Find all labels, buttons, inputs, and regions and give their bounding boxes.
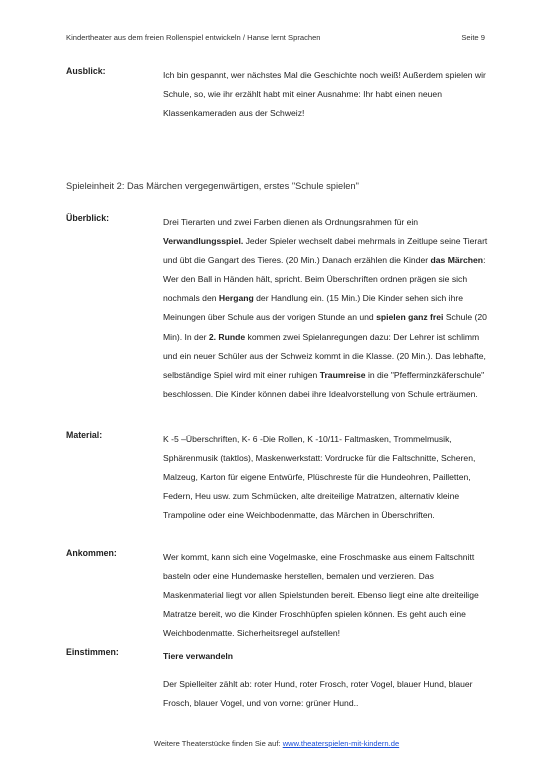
ausblick-label: Ausblick: bbox=[66, 66, 106, 76]
bold-term: das Märchen bbox=[430, 255, 484, 266]
einstimmen-text bbox=[163, 647, 491, 713]
bold-term: 2. Runde bbox=[208, 331, 246, 342]
page-footer bbox=[0, 739, 553, 748]
material-paragraph: K -5 –Überschriften, K- 6 -Die Rollen, K -10/11- Faltmasken, Trommelmusik, Sphärenmusik (taktlos), Maskenwerkstatt: Vordrucke für die Faltschnitte, Scheren, Malzeug, Karton für eigene Entwürfe, Plüschreste für die Hundeohren, Pailletten, Federn, Heu usw. zum Schmücken, alte dreiteilige Matratzen, alternativ kleine Trampoline oder eine Weichbodenmatte, das Märchen in Überschriften. bbox=[163, 434, 476, 521]
einstimmen-label: Einstimmen: bbox=[66, 647, 119, 657]
einstimmen-paragraph: Der Spielleiter zählt ab: roter Hund, roter Frosch, roter Vogel, blauer Hund, blauer Frosch, blauer Vogel, und von vorne: grüner Hund.. bbox=[163, 679, 473, 709]
page-number: Seite 9 bbox=[461, 33, 485, 42]
text-span: Schule (20 Min). In der bbox=[163, 312, 487, 342]
ausblick-text bbox=[163, 66, 491, 123]
footer-link[interactable]: www.theaterspielen-mit-kindern.de bbox=[282, 739, 400, 748]
bold-heading: Tiere verwandeln bbox=[163, 651, 234, 661]
header-title: Kindertheater aus dem freien Rollenspiel entwickeln / Hanse lernt Sprachen bbox=[66, 33, 321, 42]
bold-term: Verwandlungsspiel. bbox=[163, 236, 244, 247]
text-span: : Wer den Ball in Händen hält, spricht. Beim Überschriften ordnen prägen sie sich nochmals den bbox=[163, 255, 486, 304]
footer-text: Weitere Theaterstücke finden Sie auf: bbox=[153, 739, 283, 748]
ankommen-text bbox=[163, 548, 491, 643]
text-span: der Handlung ein. (15 Min.) Die Kinder sehen sich ihre Meinungen über Schule aus der vorigen Stunde an und bbox=[163, 293, 463, 323]
text-span: in die "Pfefferminzkäferschule" beschlossen. Die Kinder können dabei ihre Idealvorstellung von Schule erträumen. bbox=[163, 369, 485, 399]
material-label: Material: bbox=[66, 430, 103, 440]
einstimmen-heading bbox=[163, 647, 491, 666]
ankommen-paragraph: Wer kommt, kann sich eine Vogelmaske, eine Froschmaske aus einem Faltschnitt basteln oder eine Hundemaske herstellen, bemalen und verzieren. Das Maskenmaterial liegt vor allen Spielstunden bereit. Ebenso liegt eine alte dreiteilige Matratze bereit, wo die Kinder Froschhüpfen spielen können. Es geht auch eine Weichbodenmatte. Sicherheitsregel aufstellen! bbox=[163, 552, 479, 639]
section-title: Spieleinheit 2: Das Märchen vergegenwärtigen, erstes "Schule spielen" bbox=[66, 181, 359, 191]
ueberblick-text bbox=[163, 213, 491, 404]
ankommen-label: Ankommen: bbox=[66, 548, 117, 558]
material-text bbox=[163, 430, 491, 525]
text-span: kommen zwei Spielanregungen dazu: Der Lehrer ist schlimm und ein neuer Schüler aus der Schweiz kommt in die Klasse. (20 Min.). Das lebhafte, selbständige Spiel wird mit einer ruhigen bbox=[163, 331, 486, 380]
text-span: Drei Tierarten und zwei Farben dienen als Ordnungsrahmen für ein bbox=[163, 217, 419, 227]
bold-term: spielen ganz frei bbox=[376, 312, 444, 323]
ueberblick-paragraph bbox=[163, 213, 491, 404]
text-span: Jeder Spieler wechselt dabei mehrmals in Zeitlupe seine Tierart und übt die Gangart des Tieres. (20 Min.) Danach erzählen die Kinder bbox=[163, 236, 488, 266]
bold-term: Hergang bbox=[218, 293, 254, 304]
bold-term: Traumreise bbox=[319, 369, 366, 380]
ausblick-paragraph: Ich bin gespannt, wer nächstes Mal die Geschichte noch weiß! Außerdem spielen wir Schule, so, wie ihr erzählt habt mit einer Ausnahme: Ihr habt einen neuen Klassenkameraden aus der Schweiz! bbox=[163, 70, 486, 119]
ueberblick-label: Überblick: bbox=[66, 213, 110, 223]
